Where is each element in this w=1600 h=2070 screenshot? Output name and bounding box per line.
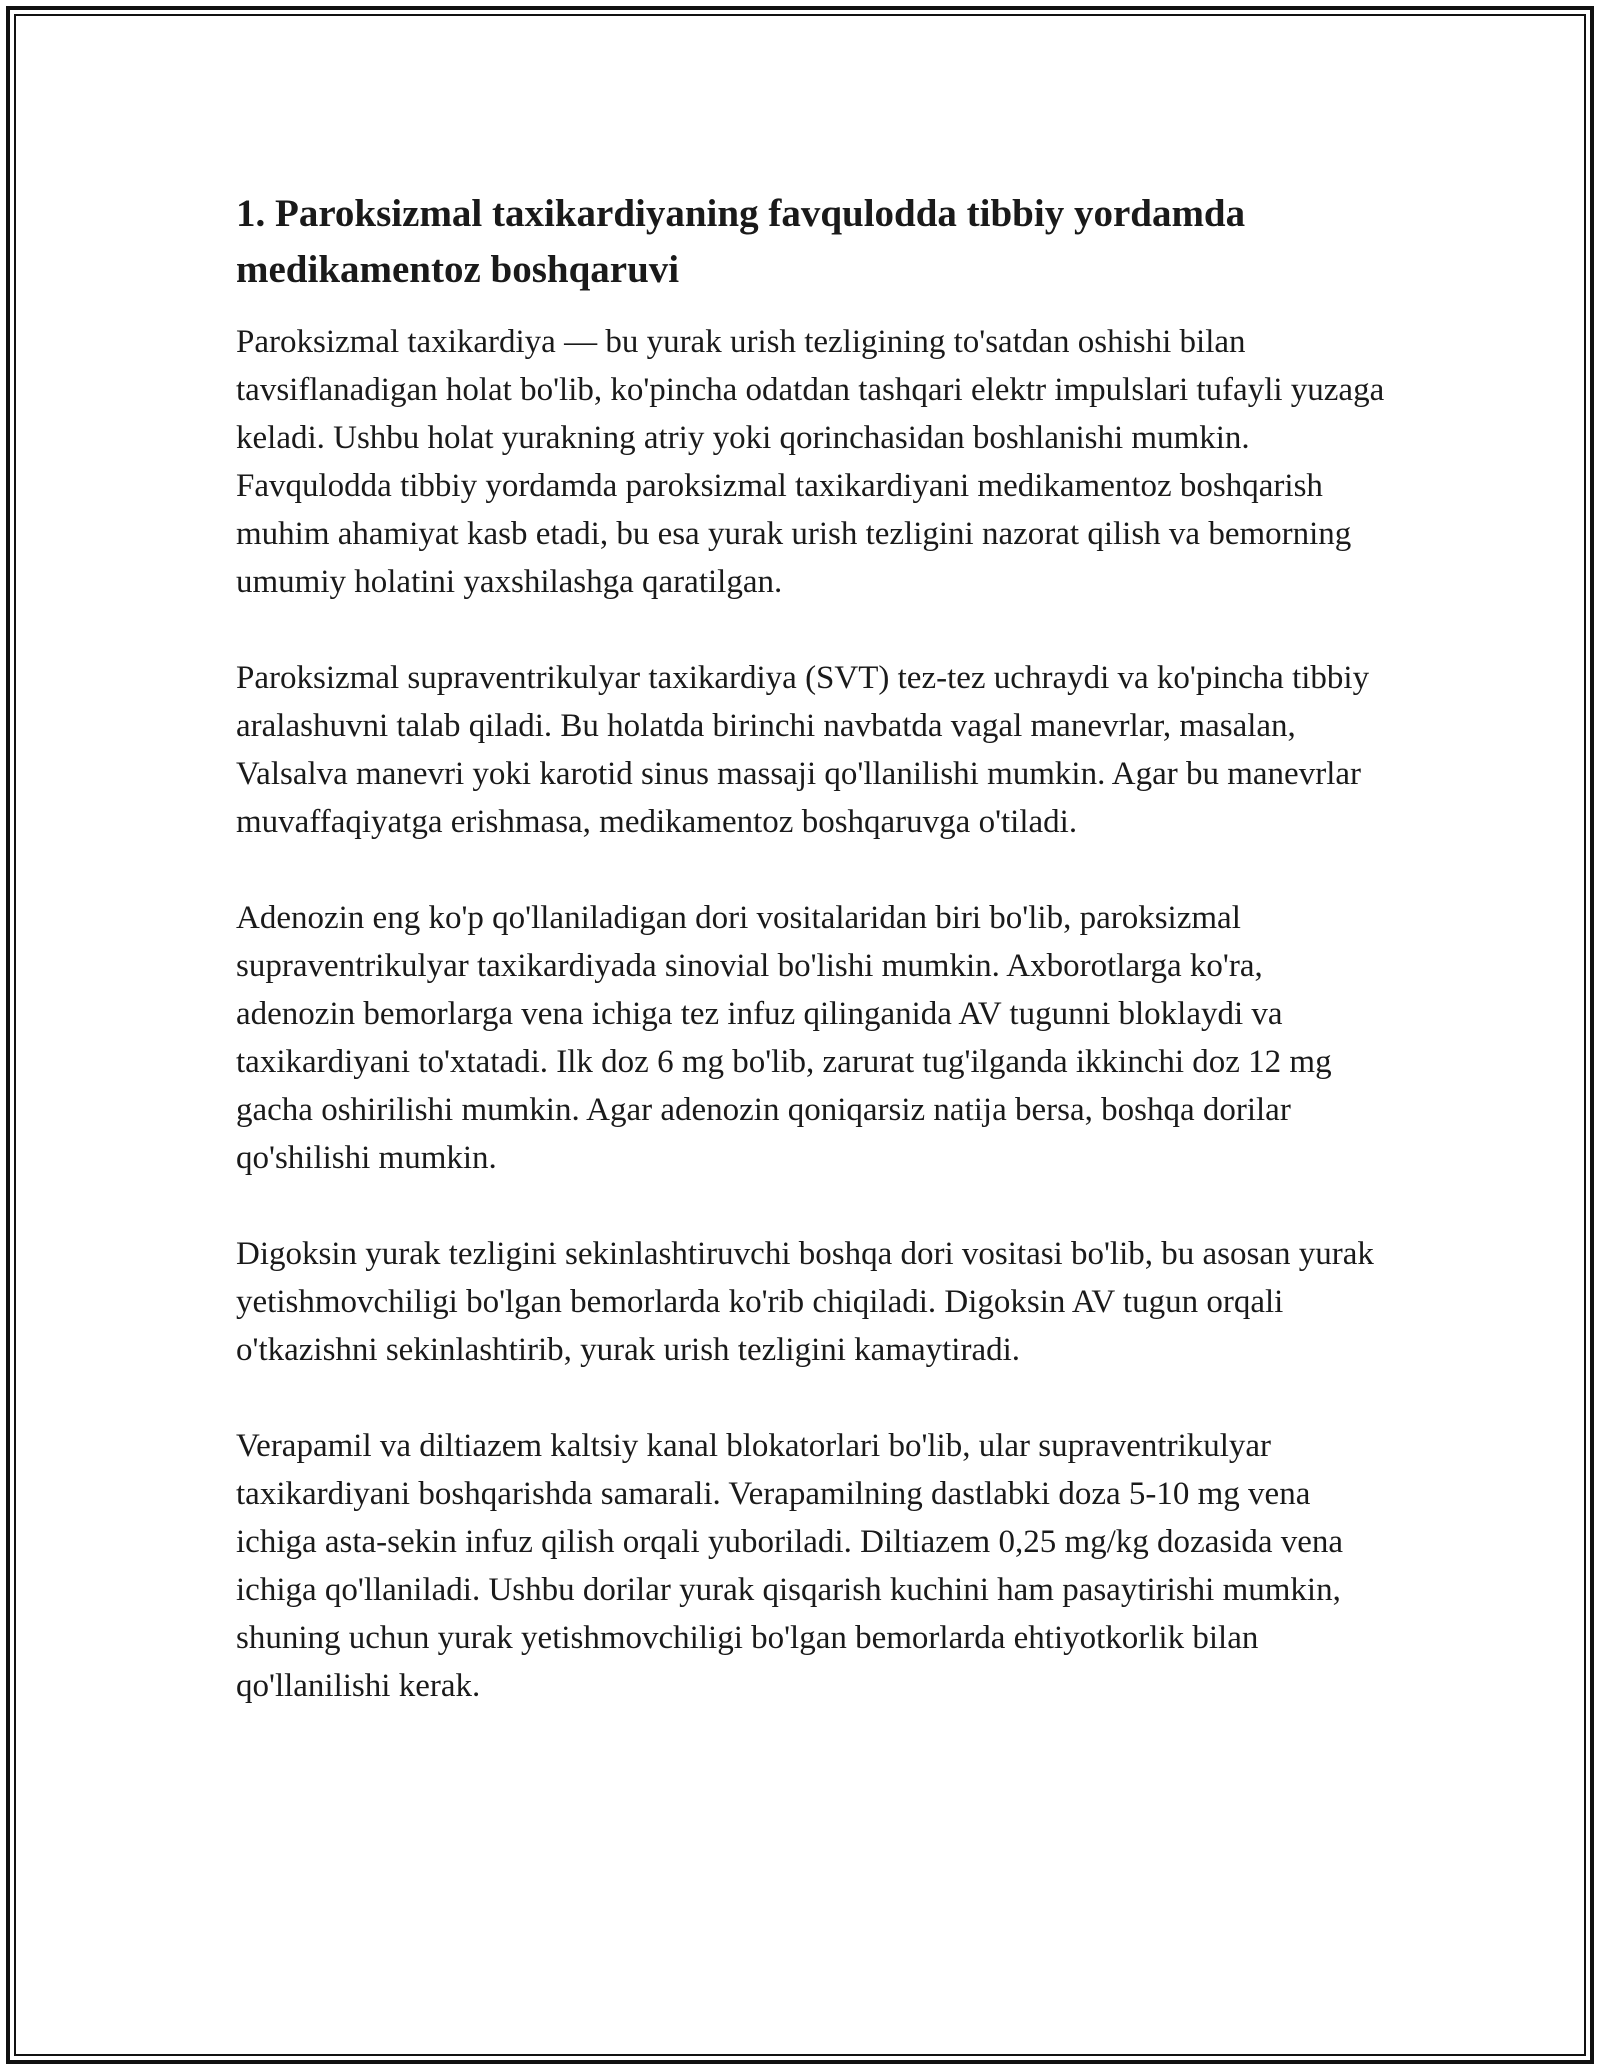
paragraph-digoksin: Digoksin yurak tezligini sekinlashtiruvchi boshqa dori vositasi bo'lib, bu asosan yurak yetishmovchiligi bo'lgan bemorlarda ko'rib chiqiladi. Digoksin AV tugun orqali o'tkazishni sekinlashtirib, yurak urish tezligini kamaytiradi. <box>236 1236 1374 1368</box>
document-body <box>236 186 1386 1758</box>
paragraph-adenozin: Adenozin eng ko'p qo'llaniladigan dori vositalaridan biri bo'lib, paroksizmal supraventrikulyar taxikardiyada sinovial bo'lishi mumkin. Axborotlarga ko'ra, adenozin bemorlarga vena ichiga tez infuz qilinganida AV tugunni bloklaydi va taxikardiyani to'xtatadi. Ilk doz 6 mg bo'lib, zarurat tug'ilganda ikkinchi doz 12 mg gacha oshirilishi mumkin. Agar adenozin qoniqarsiz natija bersa, boshqa dorilar qo'shilishi mumkin. <box>236 900 1332 1176</box>
paragraph-svt: Paroksizmal supraventrikulyar taxikardiya (SVT) tez-tez uchraydi va ko'pincha tibbiy aralashuvni talab qiladi. Bu holatda birinchi navbatda vagal manevrlar, masalan, Valsalva manevri yoki karotid sinus massaji qo'llanilishi mumkin. Agar bu manevrlar muvaffaqiyatga erishmasa, medikamentoz boshqaruvga o'tiladi. <box>236 660 1370 840</box>
paragraph-verapamil: Verapamil va diltiazem kaltsiy kanal blokatorlari bo'lib, ular supraventrikulyar taxikardiyani boshqarishda samarali. Verapamilning dastlabki doza 5-10 mg vena ichiga asta-sekin infuz qilish orqali yuboriladi. Diltiazem 0,25 mg/kg dozasida vena ichiga qo'llaniladi. Ushbu dorilar yurak qisqarish kuchini ham pasaytirishi mumkin, shuning uchun yurak yetishmovchiligi bo'lgan bemorlarda ehtiyotkorlik bilan qo'llanilishi kerak. <box>236 1428 1344 1704</box>
page-title: 1. Paroksizmal taxikardiyaning favqulodda tibbiy yordamda medikamentoz boshqaruvi <box>236 192 1246 291</box>
paragraph-intro: Paroksizmal taxikardiya — bu yurak urish tezligining to'satdan oshishi bilan tavsiflanadigan holat bo'lib, ko'pincha odatdan tashqari elektr impulslari tufayli yuzaga keladi. Ushbu holat yurakning atriy yoki qorinchasidan boshlanishi mumkin. Favqulodda tibbiy yordamda paroksizmal taxikardiyani medikamentoz boshqarish muhim ahamiyat kasb etadi, bu esa yurak urish tezligini nazorat qilish va bemorning umumiy holatini yaxshilashga qaratilgan. <box>236 324 1385 600</box>
